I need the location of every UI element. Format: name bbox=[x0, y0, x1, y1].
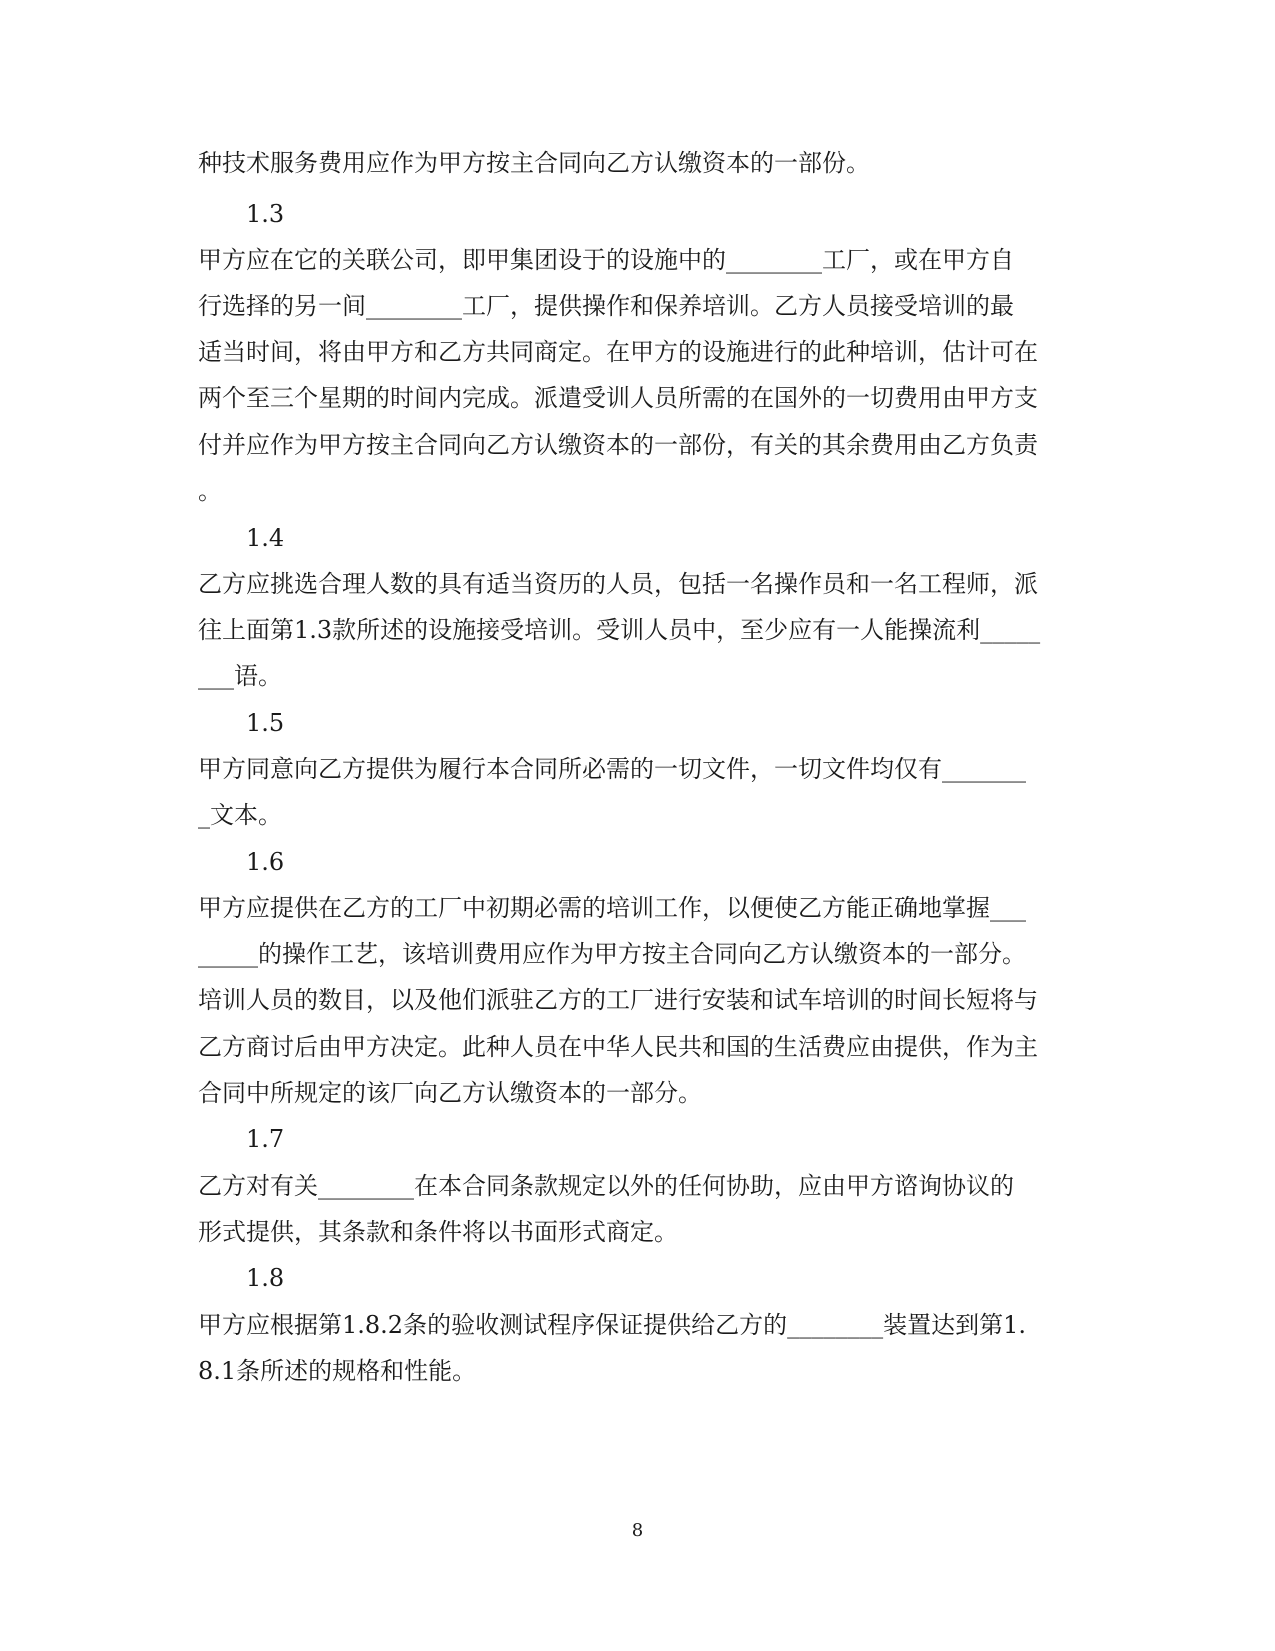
paragraph-line: 甲方同意向乙方提供为履行本合同所必需的一切文件，一切文件均仅有_______ bbox=[198, 755, 1026, 783]
paragraph-line: 甲方应提供在乙方的工厂中初期必需的培训工作，以便使乙方能正确地掌握___ bbox=[198, 894, 1026, 922]
paragraph-line: 付并应作为甲方按主合同向乙方认缴资本的一部份，有关的其余费用由乙方负责 bbox=[198, 431, 1038, 459]
page-number: 8 bbox=[631, 1520, 644, 1541]
section-number: 1.4 bbox=[246, 524, 285, 552]
section-number: 1.7 bbox=[246, 1125, 285, 1153]
paragraph-line: 培训人员的数目，以及他们派驻乙方的工厂进行安装和试车培训的时间长短将与 bbox=[198, 986, 1038, 1014]
section-number: 1.5 bbox=[246, 709, 285, 737]
paragraph-line: 适当时间，将由甲方和乙方共同商定。在甲方的设施进行的此种培训，估计可在 bbox=[198, 338, 1038, 366]
paragraph-line: ___语。 bbox=[198, 662, 282, 690]
paragraph-line: 合同中所规定的该厂向乙方认缴资本的一部分。 bbox=[198, 1079, 702, 1107]
paragraph-line: _____的操作工艺，该培训费用应作为甲方按主合同向乙方认缴资本的一部分。 bbox=[198, 940, 1026, 968]
section-number: 1.8 bbox=[246, 1264, 285, 1292]
paragraph-line: 。 bbox=[198, 477, 222, 505]
paragraph-line: 乙方应挑选合理人数的具有适当资历的人员，包括一名操作员和一名工程师，派 bbox=[198, 570, 1038, 598]
section-number: 1.3 bbox=[246, 200, 285, 228]
paragraph-line: 甲方应在它的关联公司，即甲集团设于的设施中的________工厂，或在甲方自 bbox=[198, 246, 1014, 274]
paragraph-line: 甲方应根据第1.8.2条的验收测试程序保证提供给乙方的________装置达到第1. bbox=[198, 1311, 1026, 1339]
paragraph-line: 种技术服务费用应作为甲方按主合同向乙方认缴资本的一部份。 bbox=[198, 149, 870, 177]
paragraph-line: _文本。 bbox=[198, 801, 282, 829]
paragraph-line: 两个至三个星期的时间内完成。派遣受训人员所需的在国外的一切费用由甲方支 bbox=[198, 384, 1038, 412]
paragraph-line: 行选择的另一间________工厂，提供操作和保养培训。乙方人员接受培训的最 bbox=[198, 292, 1014, 320]
section-number: 1.6 bbox=[246, 848, 285, 876]
paragraph-line: 形式提供，其条款和条件将以书面形式商定。 bbox=[198, 1218, 678, 1246]
paragraph-line: 乙方商讨后由甲方决定。此种人员在中华人民共和国的生活费应由提供，作为主 bbox=[198, 1033, 1038, 1061]
paragraph-line: 往上面第1.3款所述的设施接受培训。受训人员中，至少应有一人能操流利_____ bbox=[198, 616, 1041, 644]
paragraph-line: 8.1条所述的规格和性能。 bbox=[198, 1357, 477, 1385]
paragraph-line: 乙方对有关________在本合同条款规定以外的任何协助，应由甲方谘询协议的 bbox=[198, 1172, 1014, 1200]
